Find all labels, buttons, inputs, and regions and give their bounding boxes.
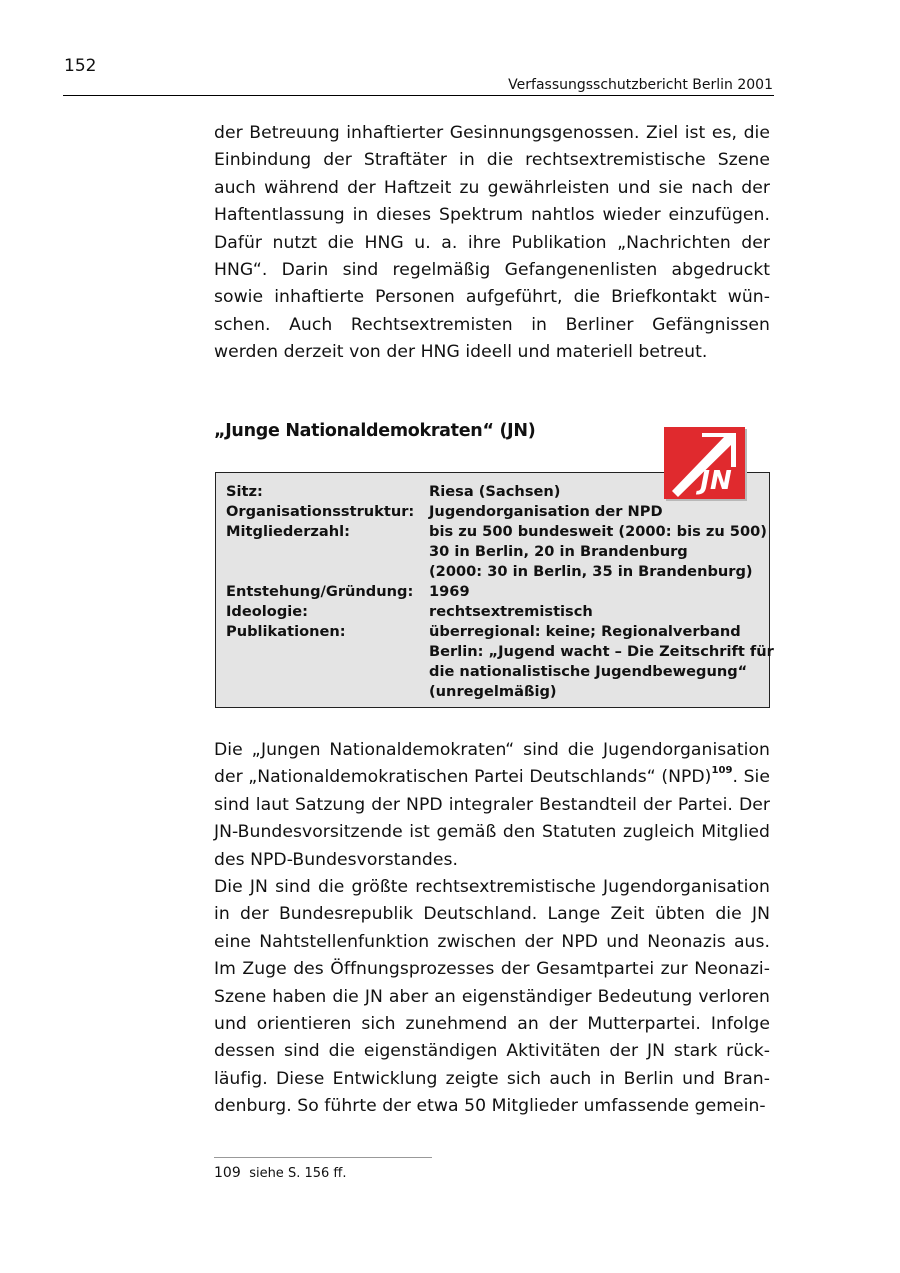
- info-value: [429, 602, 769, 622]
- footnote: [214, 1165, 347, 1181]
- info-value-line: überregional: keine; Regionalverband: [429, 623, 741, 640]
- jn-logo: [664, 427, 745, 499]
- logo-text: JN: [700, 466, 732, 496]
- info-label: Ideologie:: [226, 603, 309, 620]
- info-value-line: (unregelmäßig): [429, 683, 557, 700]
- info-label: Entstehung/Gründung:: [226, 583, 414, 600]
- info-value: [429, 502, 769, 522]
- info-label: Mitgliederzahl:: [226, 523, 350, 540]
- body-paragraph: [214, 737, 770, 874]
- info-value-line: 30 in Berlin, 20 in Brandenburg: [429, 543, 688, 560]
- footnote-reference: 109: [711, 765, 733, 777]
- header-rule: [63, 95, 774, 96]
- info-value-line: (2000: 30 in Berlin, 35 in Brandenburg): [429, 563, 753, 580]
- footnote-rule: [214, 1157, 432, 1158]
- info-label: Sitz:: [226, 483, 263, 500]
- section-heading: „Junge Nationaldemokraten“ (JN): [214, 421, 536, 441]
- jn-logo-icon: [664, 427, 745, 499]
- info-label: Organisationsstruktur:: [226, 503, 415, 520]
- footnote-number: 109: [214, 1165, 241, 1181]
- body-paragraph: Die JN sind die größte rechtsextremistische Jugendorganisation in der Bundesrepublik Deutschland. Lange Zeit übten die JN eine Nahtstellenfunktion zwischen der NPD und Neonazis aus. Im Zuge des Öffnungsprozesses der Gesamtpartei zur Neonazi-Szene haben die JN aber an eigenständiger Bedeutung verloren und orientieren sich zunehmend an der Mutterpartei. Infolge dessen sind die eigenständigen Aktivitäten der JN stark rück-läufig. Diese Entwicklung zeigte sich auch in Berlin und Bran-denburg. So führte der etwa 50 Mitglieder umfassende gemein-: [214, 877, 770, 1117]
- info-value-line: die nationalistische Jugendbewegung“: [429, 663, 748, 680]
- info-value-line: Riesa (Sachsen): [429, 483, 561, 500]
- info-value-line: Berlin: „Jugend wacht – Die Zeitschrift für: [429, 643, 774, 660]
- info-label: Publikationen:: [226, 623, 346, 640]
- info-value-line: bis zu 500 bundesweit (2000: bis zu 500): [429, 523, 767, 540]
- paragraph-text: . Sie sind laut Satzung der NPD integraler Bestandteil der Partei. Der JN-Bundesvorsitzende ist gemäß den Statuten zugleich Mitglied des NPD-Bundesvorstandes.: [214, 767, 770, 870]
- info-value: [429, 582, 769, 602]
- paragraph-text: Die „Jungen Nationaldemokraten“ sind die Jugendorganisation der „Nationaldemokratischen Partei Deutschlands“ (NPD): [214, 740, 770, 788]
- body-paragraph: der Betreuung inhaftierter Gesinnungsgenossen. Ziel ist es, die Einbindung der Straftäter in die rechtsextremistische Szene auch während der Haftzeit zu gewährleisten und sie nach der Haftentlassung in dieses Spektrum nahtlos wieder einzufügen. Dafür nutzt die HNG u. a. ihre Publikation „Nachrichten der HNG“. Darin sind regelmäßig Gefangenenlisten abgedruckt sowie inhaftierte Personen aufgeführt, die Briefkontakt wün-schen. Auch Rechtsextremisten in Berliner Gefängnissen werden derzeit von der HNG ideell und materiell betreut.: [214, 123, 770, 363]
- info-value-line: Jugendorganisation der NPD: [429, 503, 663, 520]
- info-value: [429, 522, 769, 582]
- footnote-text: siehe S. 156 ff.: [249, 1166, 347, 1181]
- info-value: [429, 622, 774, 702]
- info-box: [215, 472, 774, 708]
- info-value-line: 1969: [429, 583, 470, 600]
- running-header: Verfassungsschutzbericht Berlin 2001: [508, 77, 773, 93]
- page-number: 152: [64, 56, 97, 76]
- info-value-line: rechtsextremistisch: [429, 603, 593, 620]
